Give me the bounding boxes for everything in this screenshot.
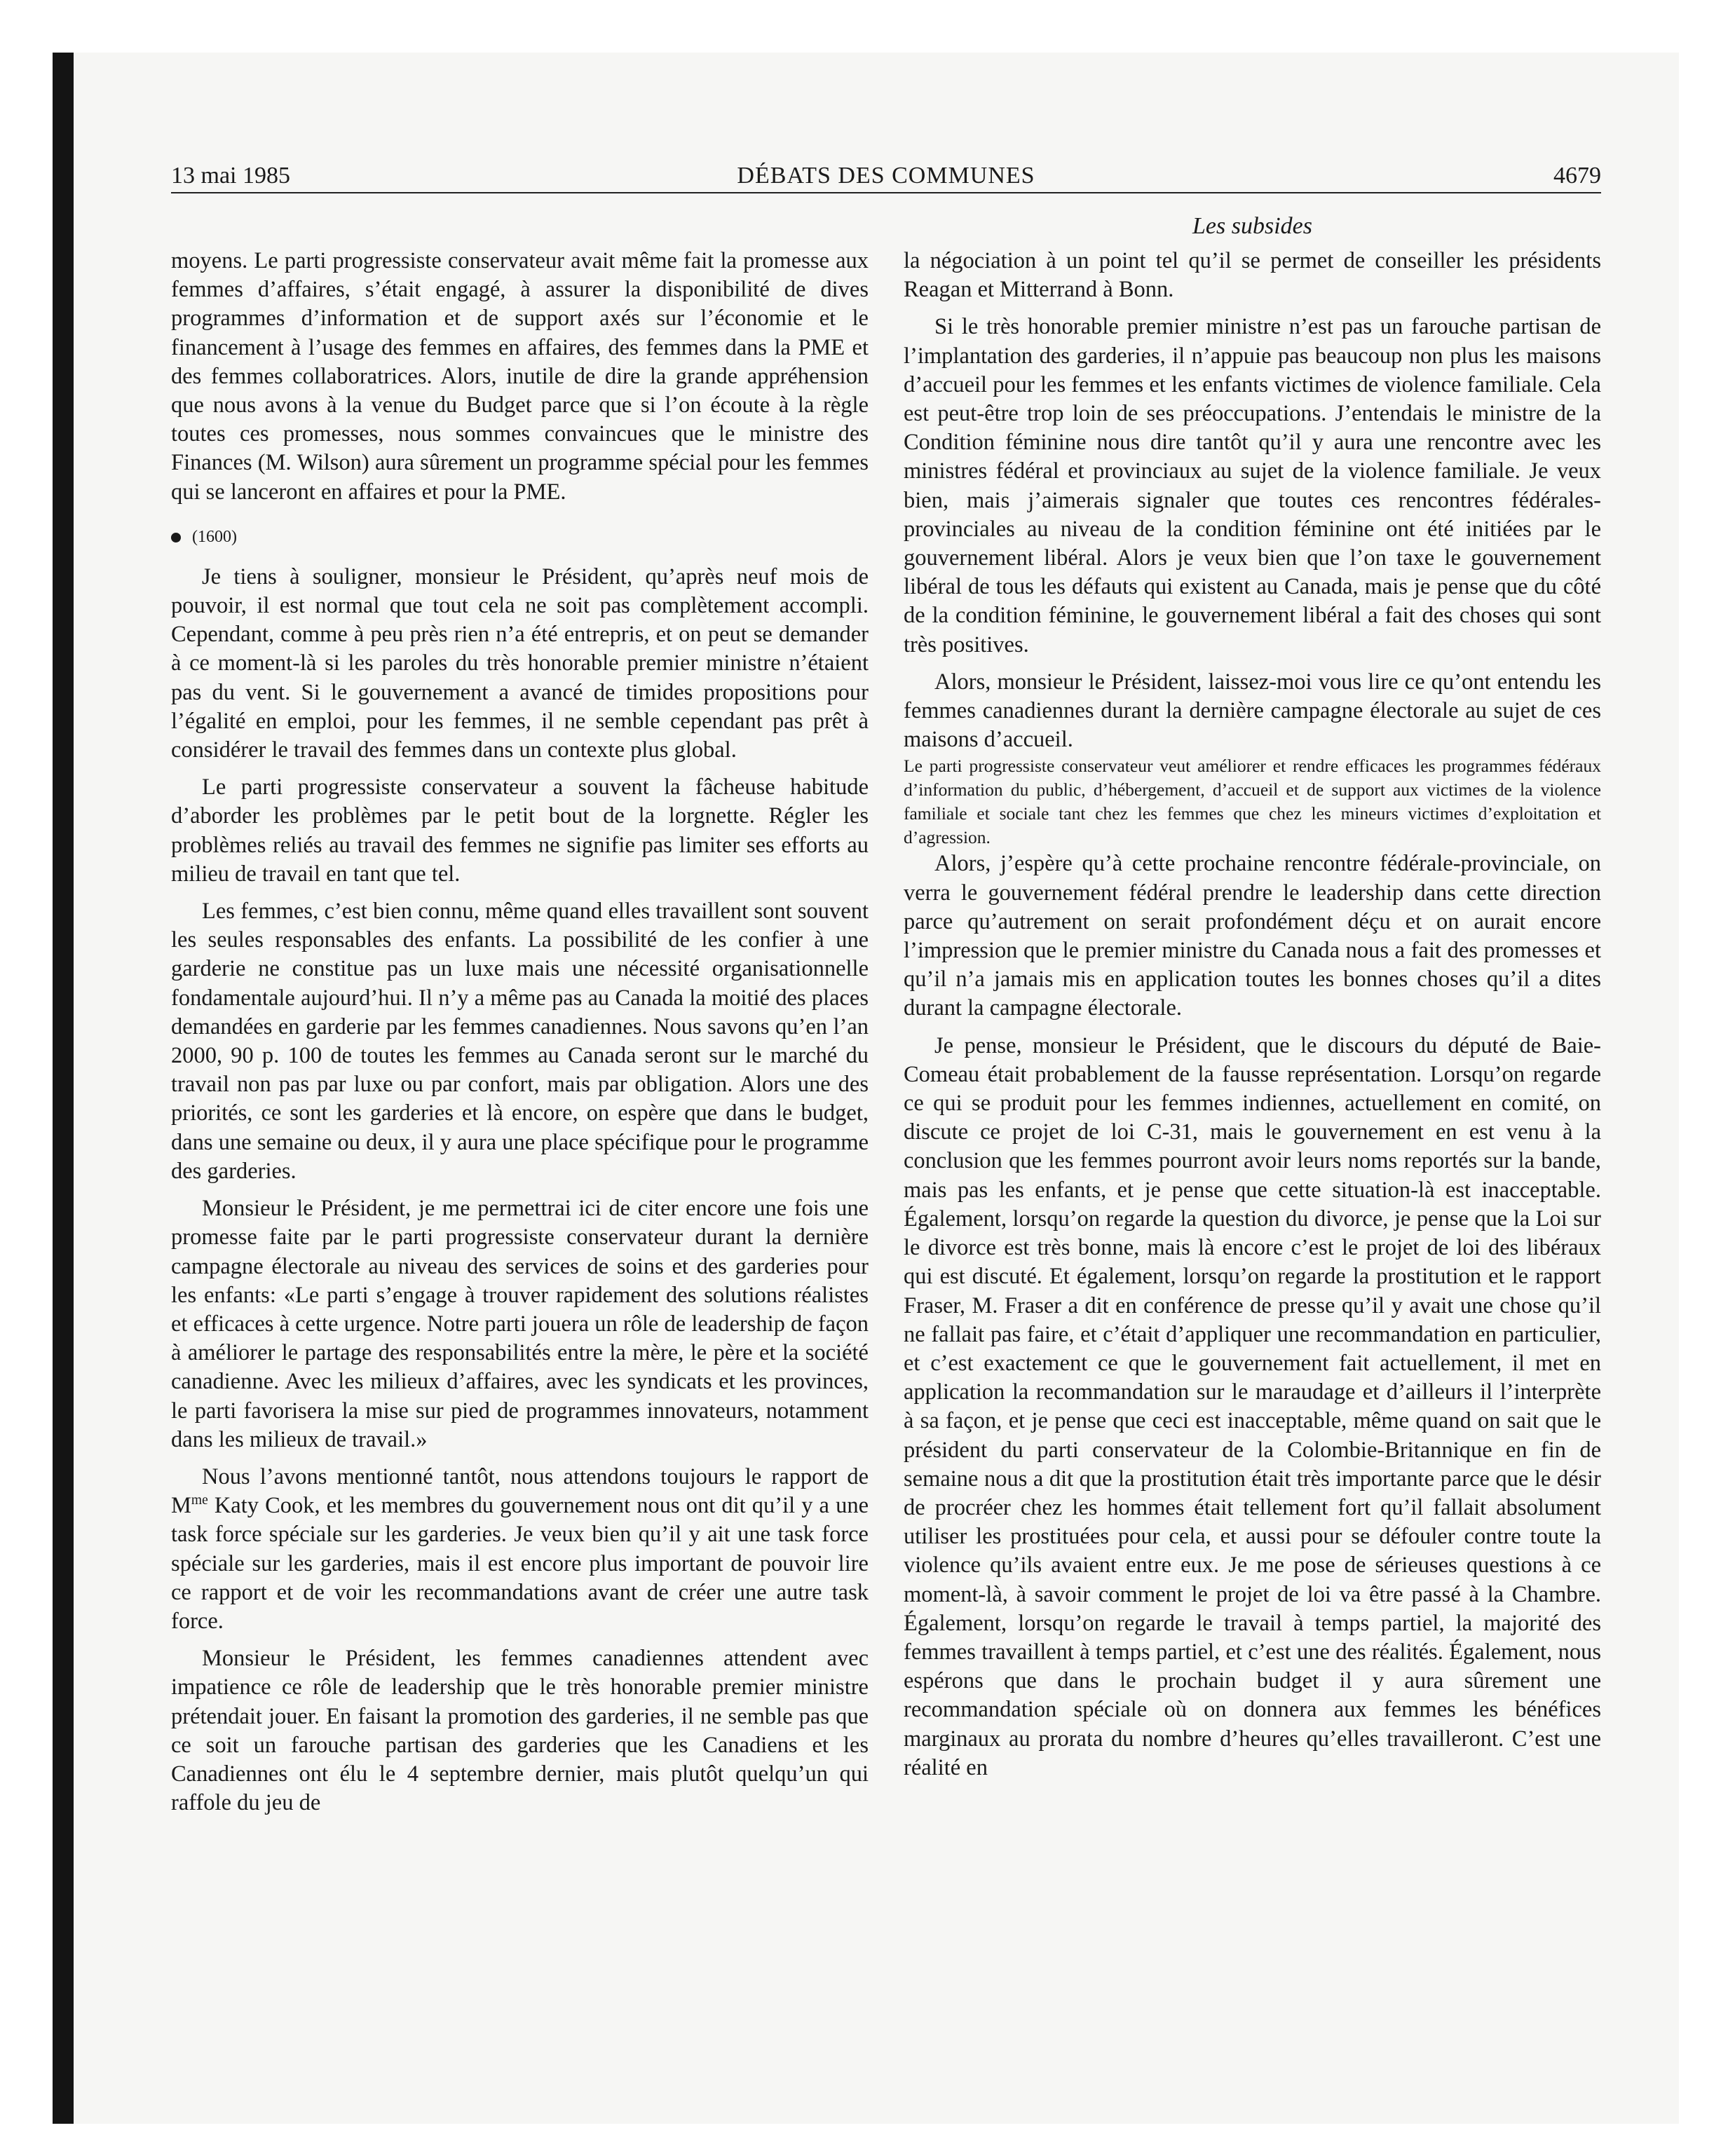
paragraph: Je tiens à souligner, monsieur le Président, qu’après neuf mois de pouvoir, il est normal que tout cela ne soit pas complètement accompli. Cependant, comme à peu près rien n’a été entrepris, et on peut se demander à ce moment-là si les paroles du très honorable premier ministre n’étaient pas du vent. Si le gouvernement a avancé de timides propositions pour l’égalité en emploi, pour les femmes, il ne semble cependant pas prêt à considérer le travail des femmes dans un contexte plus global. xyxy=(171,564,869,763)
page-header xyxy=(171,160,1601,192)
paragraph: Alors, monsieur le Président, laissez-moi vous lire ce qu’ont entendu les femmes canadiennes durant la dernière campagne électorale au sujet de ces maisons d’accueil. xyxy=(904,669,1601,753)
paragraph: Alors, j’espère qu’à cette prochaine rencontre fédérale-provinciale, on verra le gouvernement fédéral prendre le leadership dans cette direction parce qu’autrement on serait profondément déçu et on aurait encore l’impression que le premier ministre du Canada nous a fait des promesses et qu’il n’a jamais mis en application toutes les bonnes choses qu’il a dites durant la campagne électorale. xyxy=(904,851,1601,1021)
superscript: me xyxy=(191,1493,208,1508)
paragraph: la négociation à un point tel qu’il se permet de conseiller les présidents Reagan et Mitterrand à Bonn. xyxy=(904,248,1601,303)
paragraph-text: Katy Cook, et les membres du gouvernement nous ont dit qu’il y a une task force spéciale sur les garderies. Je veux bien qu’il y ait une task force spéciale sur les garderies, mais il est encore plus important de pouvoir lire ce rapport et de voir les recommandations avant de créer une autre task force. xyxy=(171,1493,869,1634)
time-marker-label: (1600) xyxy=(192,527,237,546)
header-page-number: 4679 xyxy=(1553,163,1601,189)
time-marker xyxy=(171,525,869,549)
paragraph: Monsieur le Président, je me permettrai ici de citer encore une fois une promesse faite par le parti progressiste conservateur durant la dernière campagne électorale au niveau des services de soins et des garderies pour les enfants: «Le parti s’engage à trouver rapidement des solutions réalistes et efficaces à cette urgence. Notre parti jouera un rôle de leadership de façon à améliorer le partage des responsabilités entre la mère, le père et la société canadienne. Avec les milieux d’affaires, avec les syndicats et les provinces, le parti favorisera la mise sur pied de programmes innovateurs, notamment dans les milieux de travail.» xyxy=(171,1196,869,1452)
section-subhead: Les subsides xyxy=(1192,213,1312,239)
paragraph: Monsieur le Président, les femmes canadiennes attendent avec impatience ce rôle de leadership que le très honorable premier ministre prétendait jouer. En faisant la promotion des garderies, il ne semble pas que ce soit un farouche partisan des garderies que les Canadiens et les Canadiennes ont élu le 4 septembre dernier, mais plutôt quelqu’un qui raffole du jeu de xyxy=(171,1646,869,1816)
header-rule xyxy=(171,192,1601,193)
bullet-icon xyxy=(171,533,181,543)
paragraph: Je pense, monsieur le Président, que le discours du député de Baie-Comeau était probablement de la fausse représentation. Lorsqu’on regarde ce qui se produit pour les femmes indiennes, actuellement en comité, on discute ce projet de loi C-31, mais le gouvernement en est venu à la conclusion que les femmes pourront avoir leurs noms reportés sur la bande, mais pas les enfants, et je pense que cette situation-là est inacceptable. Également, lorsqu’on regarde la question du divorce, je pense que la Loi sur le divorce est très bonne, mais là encore c’est le projet de loi des libéraux qui est discuté. Et également, lorsqu’on regarde la prostitution et le rapport Fraser, M. Fraser a dit en conférence de presse qu’il y avait une chose qu’il ne fallait pas faire, et c’était d’appliquer une recommandation en particulier, et c’est exactement ce que le gouvernement fait actuellement, il met en application la recommandation sur le maraudage et d’ailleurs il l’interprète à sa façon, et je pense que ceci est inacceptable, même quand on sait que le président du parti conservateur de la Colombie-Britannique en fin de semaine nous a dit que la prostitution était très importante parce que le désir de procréer chez les hommes était tellement fort qu’il fallait absolument utiliser les prostituées pour cela, et aussi pour se défouler contre toute la violence qu’ils avaient entre eux. Je me pose de sérieuses questions à ce moment-là, à savoir comment le projet de loi va être passé à la Chambre. Également, lorsqu’on regarde le travail à temps partiel, la majorité des femmes travaillent à temps partiel, et c’est une des réalités. Également, nous espérons que dans le prochain budget il y aura sûrement une recommandation spéciale où on donnera aux femmes les bénéfices marginaux au prorata du nombre d’heures qu’elles travailleront. C’est une réalité en xyxy=(904,1032,1601,1780)
paragraph: Les femmes, c’est bien connu, même quand elles travaillent sont souvent les seules responsables des enfants. La possibilité de les confier à une garderie ne constitue pas un luxe mais une nécessité organisationnelle fondamentale aujourd’hui. Il n’y a même pas au Canada la moitié des places demandées en garderie par les femmes canadiennes. Nous savons qu’en l’an 2000, 90 p. 100 de toutes les femmes au Canada seront sur le marché du travail non pas par luxe ou par confort, mais par obligation. Alors une des priorités, ce sont les garderies et là encore, on espère que dans le budget, dans une semaine ou deux, il y aura une place spécifique pour le programme des garderies. xyxy=(171,899,869,1184)
header-title: DÉBATS DES COMMUNES xyxy=(737,163,1035,189)
paragraph: moyens. Le parti progressiste conservateur avait même fait la promesse aux femmes d’affaires, s’était engagé, à assurer la disponibilité de dives programmes d’information et de support axés sur l’économie et le financement à l’usage des femmes en affaires, des femmes dans la PME et des femmes collaboratrices. Alors, inutile de dire la grande appréhension que nous avons à la venue du Budget parce que si l’on écoute à la règle toutes ces promesses, nous sommes convaincues que le ministre des Finances (M. Wilson) aura sûrement un programme spécial pour les femmes qui se lanceront en affaires et pour la PME. xyxy=(171,248,869,505)
paragraph-text: Nous l’avons mentionné tantôt, nous attendons toujours le rapport de M xyxy=(171,1464,869,1519)
paragraph xyxy=(171,1463,869,1636)
paragraph: Si le très honorable premier ministre n’est pas un farouche partisan de l’implantation des garderies, il n’appuie pas beaucoup non plus les maisons d’accueil pour les femmes et les enfants victimes de violence familiale. Cela est peut-être trop loin de ses préoccupations. J’entendais le ministre de la Condition féminine nous dire tantôt qu’il y aura une rencontre avec les ministres fédéral et provinciaux au sujet de la violence familiale. Je veux bien, mais j’aimerais signaler que toutes ces rencontres fédérales-provinciales au niveau de la condition féminine ont été initiées par le gouvernement libéral. Alors je veux bien que l’on taxe le gouvernement libéral de tous les défauts qui existent au Canada, mais je pense que du côté de la condition féminine, le gouvernement libéral a fait des choses qui sont très positives. xyxy=(904,314,1601,657)
binding-edge xyxy=(53,53,74,2124)
right-column xyxy=(904,247,1601,1782)
block-quote: Le parti progressiste conservateur veut améliorer et rendre efficaces les programmes fédéraux d’information du public, d’hébergement, d’accueil et de support aux victimes de la violence familiale et sociale tant chez les femmes que chez les mineurs victimes d’exploitation et d’agression. xyxy=(904,756,1601,848)
header-date: 13 mai 1985 xyxy=(171,163,290,189)
paragraph: Le parti progressiste conservateur a souvent la fâcheuse habitude d’aborder les problèmes par le petit bout de la lorgnette. Régler les problèmes reliés au travail des femmes ne signifie pas limiter ses efforts au milieu de travail en tant que tel. xyxy=(171,775,869,887)
left-column xyxy=(171,247,869,1817)
